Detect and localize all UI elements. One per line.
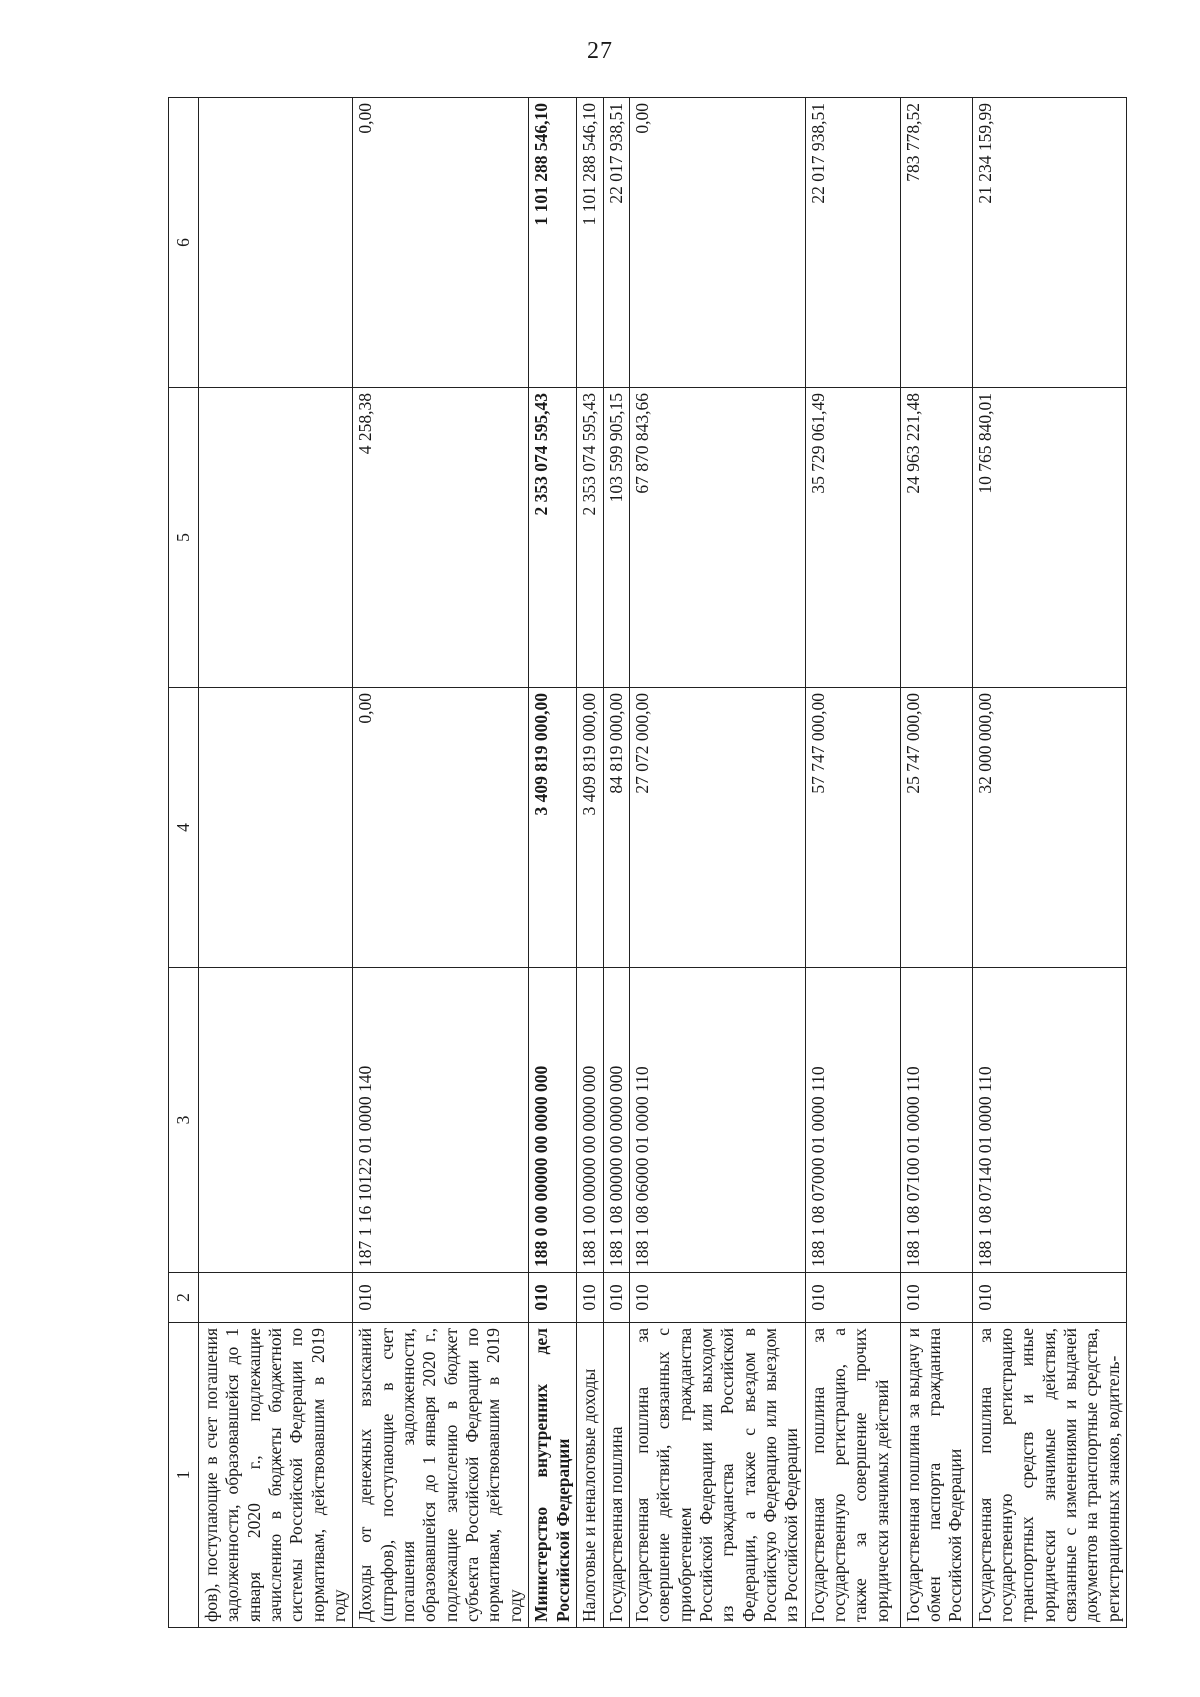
cell-col6 (199, 98, 353, 388)
cell-code: 010 (577, 1273, 603, 1323)
cell-kbk: 188 1 08 07000 01 0000 110 (805, 968, 900, 1273)
cell-name: Государственная пошлина за совершение действий, связанных с приобретением гражданства Российской Федерации или выходом из гражданства Российской Федерации, а также с въездом в Российскую Федерацию или выездом из Российской Федерации (629, 1323, 805, 1628)
cell-col5: 103 599 905,15 (603, 388, 629, 688)
cell-col6: 0,00 (353, 98, 529, 388)
cell-kbk: 188 1 00 00000 00 0000 000 (577, 968, 603, 1273)
cell-col5: 2 353 074 595,43 (529, 388, 577, 688)
cell-kbk: 188 1 08 00000 00 0000 000 (603, 968, 629, 1273)
cell-code: 010 (972, 1273, 1126, 1323)
cell-col6: 783 778,52 (900, 98, 972, 388)
rotated-table-container (168, 98, 1123, 1628)
table-row (805, 98, 900, 1628)
table-row (529, 98, 577, 1628)
cell-code: 010 (805, 1273, 900, 1323)
budget-income-table (168, 97, 1127, 1628)
table-row (972, 98, 1126, 1628)
cell-kbk: 188 1 08 07140 01 0000 110 (972, 968, 1126, 1273)
table-row (603, 98, 629, 1628)
cell-name: Государственная пошлина (603, 1323, 629, 1628)
cell-name: Доходы от денежных взысканий (штрафов), поступающие в счет погашения задолженности, образовавшейся до 1 января 2020 г., подлежащие зачислению в бюджет субъекта Российской Федерации по нормативам, действовавшим в 2019 году (353, 1323, 529, 1628)
cell-code: 010 (529, 1273, 577, 1323)
cell-col4 (199, 688, 353, 968)
cell-code: 010 (353, 1273, 529, 1323)
cell-name: Государственная пошлина за государственную регистрацию транспортных средств и иные юридически значимые действия, связанные с изменениями и выдачей документов на транспортные средства, регистрационных знаков, водитель- (972, 1323, 1126, 1628)
table-row (577, 98, 603, 1628)
cell-col6: 1 101 288 546,10 (577, 98, 603, 388)
column-header-6: 6 (169, 98, 199, 388)
cell-code: 010 (603, 1273, 629, 1323)
cell-name: Государственная пошлина за государственную регистрацию, а также за совершение прочих юридически значимых действий (805, 1323, 900, 1628)
table-header-row (169, 98, 199, 1628)
table-row (199, 98, 353, 1628)
cell-code: 010 (900, 1273, 972, 1323)
column-header-2: 2 (169, 1273, 199, 1323)
cell-kbk: 188 1 08 07100 01 0000 110 (900, 968, 972, 1273)
column-header-3: 3 (169, 968, 199, 1273)
cell-col5: 10 765 840,01 (972, 388, 1126, 688)
page-number: 27 (587, 38, 613, 64)
cell-col5: 35 729 061,49 (805, 388, 900, 688)
cell-col6: 1 101 288 546,10 (529, 98, 577, 388)
cell-col6: 22 017 938,51 (603, 98, 629, 388)
cell-col4: 84 819 000,00 (603, 688, 629, 968)
cell-name: Государственная пошлина за выдачу и обмен паспорта гражданина Российской Федерации (900, 1323, 972, 1628)
cell-col4: 57 747 000,00 (805, 688, 900, 968)
cell-kbk: 188 0 00 00000 00 0000 000 (529, 968, 577, 1273)
cell-col4: 0,00 (353, 688, 529, 968)
cell-code (199, 1273, 353, 1323)
cell-col4: 3 409 819 000,00 (577, 688, 603, 968)
cell-kbk (199, 968, 353, 1273)
cell-col5: 24 963 221,48 (900, 388, 972, 688)
cell-col5: 4 258,38 (353, 388, 529, 688)
table-row (353, 98, 529, 1628)
cell-col4: 27 072 000,00 (629, 688, 805, 968)
cell-name: Налоговые и неналоговые доходы (577, 1323, 603, 1628)
cell-kbk: 188 1 08 06000 01 0000 110 (629, 968, 805, 1273)
column-header-4: 4 (169, 688, 199, 968)
cell-col4: 32 000 000,00 (972, 688, 1126, 968)
cell-name: Министерство внутренних дел Российской Федерации (529, 1323, 577, 1628)
cell-col6: 21 234 159,99 (972, 98, 1126, 388)
cell-col6: 22 017 938,51 (805, 98, 900, 388)
cell-kbk: 187 1 16 10122 01 0000 140 (353, 968, 529, 1273)
cell-col5 (199, 388, 353, 688)
table-row (900, 98, 972, 1628)
cell-code: 010 (629, 1273, 805, 1323)
cell-col6: 0,00 (629, 98, 805, 388)
table-body (199, 98, 1127, 1628)
cell-col4: 25 747 000,00 (900, 688, 972, 968)
cell-col4: 3 409 819 000,00 (529, 688, 577, 968)
column-header-5: 5 (169, 388, 199, 688)
column-header-1: 1 (169, 1323, 199, 1628)
cell-name: фов), поступающие в счет погашения задолженности, образовавшейся до 1 января 2020 г., подлежащие зачислению в бюджеты бюджетной системы Российской Федерации по нормативам, действовавшим в 2019 году (199, 1323, 353, 1628)
cell-col5: 67 870 843,66 (629, 388, 805, 688)
table-row (629, 98, 805, 1628)
cell-col5: 2 353 074 595,43 (577, 388, 603, 688)
